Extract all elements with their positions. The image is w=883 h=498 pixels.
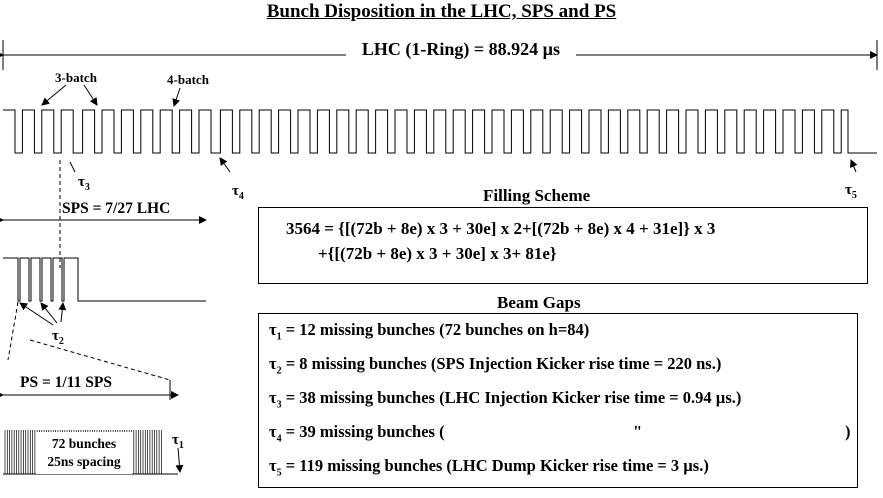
- batch4-arrow: [174, 88, 180, 106]
- tau2-marker: $\tau_2$: [52, 328, 64, 347]
- tau2-arrow-1: [20, 303, 53, 325]
- lhc-bunch-train: [3, 110, 877, 153]
- ps-zoom-left: [8, 302, 18, 360]
- tau3-marker: $\tau_3$: [78, 174, 90, 193]
- beam-gaps-heading: Beam Gaps: [497, 293, 581, 312]
- filling-scheme-line1: 3564 = {[(72b + 8e) x 3 + 30e] x 2+[(72b + 8e) x 4 + 31e]} x 3: [286, 219, 716, 238]
- batch3-arrow-right: [84, 85, 97, 105]
- sps-label: SPS = 7/27 LHC: [62, 200, 171, 217]
- ps-label: PS = 1/11 SPS: [20, 374, 112, 391]
- tau4-marker: $\tau_4$: [232, 183, 244, 202]
- beam-gaps-box: [258, 313, 858, 488]
- tau1-marker: $\tau_1$: [172, 432, 184, 451]
- page-title: Bunch Disposition in the LHC, SPS and PS: [266, 1, 617, 22]
- lhc-label: LHC (1-Ring) = 88.924 µs: [361, 39, 561, 59]
- gap-item-1: $\tau_1 = 12$ missing bunches (72 bunches on h=84): [269, 320, 590, 343]
- tau1-arrow: [178, 448, 180, 472]
- gap-item-4: $\tau_4 = 39$ missing bunches ( " ): [269, 422, 851, 445]
- tau2-arrow-2: [41, 303, 57, 323]
- batch4-label: 4-batch: [167, 72, 209, 87]
- ps-box-line1: 72 bunches: [51, 436, 117, 451]
- ps-box-line2: 25ns spacing: [47, 454, 121, 469]
- tau5-marker: $\tau_5$: [845, 182, 857, 201]
- filling-scheme-box: [258, 207, 868, 284]
- batch3-label: 3-batch: [55, 70, 97, 85]
- tau4-arrow: [220, 158, 230, 172]
- gap-item-5: $\tau_5 = 119$ missing bunches (LHC Dump Kicker rise time = 3 µs.): [269, 456, 709, 479]
- sps-bunch-train: [3, 258, 206, 301]
- gap-item-3: $\tau_3 = 38$ missing bunches (LHC Injection Kicker rise time = 0.94 µs.): [269, 388, 742, 411]
- filling-scheme-line2: +{[(72b + 8e) x 3 + 30e] x 3+ 81e}: [318, 244, 557, 263]
- tau5-arrow: [851, 160, 856, 172]
- batch3-arrow-left: [42, 85, 66, 105]
- tau2-arrow-3: [61, 303, 63, 322]
- filling-scheme-heading: Filling Scheme: [483, 186, 591, 205]
- tau3-tick: [70, 162, 75, 172]
- gap-item-2: $\tau_2 = 8$ missing bunches (SPS Injection Kicker rise time = 220 ns.): [269, 354, 722, 377]
